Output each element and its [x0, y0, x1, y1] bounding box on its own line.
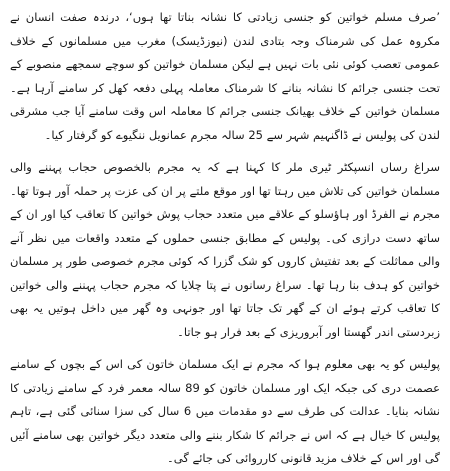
article-paragraph-2: سراغ رساں انسپکٹر ٹیری ملر کا کہنا ہے کہ یہ مجرم بالخصوص حجاب پہننے والی مسلمان خواتین کی تلاش میں رہتا تھا اور موقع ملتے پر ان کی عزت پر حملہ آور ہوتا تھا۔ مجرم نے الفرڈ اور ہاؤسلو کے علاقے میں متعدد حجاب پوش خواتین کا تعاقب کیا اور ان کے ساتھ دست درازی کی۔ پولیس کے مطابق جنسی حملوں کے متعدد واقعات میں نظر آنے والی مماثلت کے بعد تفتیش کاروں کو شک گزرا کہ کوئی مجرم خصوصی طور پر مسلمان خواتین کو ہدف بنا رہا تھا۔ سراغ رسانوں نے پتا چلایا کہ مجرم حجاب پہننے والی خواتین کا تعاقب کرتے ہوئے ان کے گھر تک جاتا تھا اور جونہی وہ گھر میں داخل ہوتیں یہ بھی زبردستی اندر گھستا اور آبروریزی کے بعد فرار ہو جاتا۔ [10, 160, 440, 339]
article-paragraph-1: ’صرف مسلم خواتین کو جنسی زیادتی کا نشانہ بناتا تھا ہوں‘، درندہ صفت انسان نے مکروہ عمل کی شرمناک وجہ بتادی لندن (نیوزڈیسک) مغرب میں مسلمانوں کے خلاف عمومی تعصب کوئی نئی بات نہیں ہے لیکن مسلمان خواتین کو سوچے سمجھے منصوبے کے تحت جنسی جرائم کا نشانہ بنانے کا شرمناک معاملہ پہلی دفعہ کھل کر سامنے آرہا ہے۔ مسلمان خواتین کے خلاف بھیانک جنسی جرائم کا معاملہ اس وقت سامنے آیا جب مشرقی لندن کی پولیس نے ڈاگنہیم شہر سے 25 سالہ مجرم عمانویل ننگیوے کو گرفتار کیا۔ [10, 10, 440, 142]
article-paragraph-3: پولیس کو یہ بھی معلوم ہوا کہ مجرم نے ایک مسلمان خاتون کی اس کے بچوں کے سامنے عصمت دری کی جبکہ ایک اور مسلمان خاتون کو 89 سالہ معمر فرد کے سامنے زیادتی کا نشانہ بنایا۔ عدالت کی طرف سے دو مقدمات میں 6 سال کی سزا سنائی گئی ہے، تاہم پولیس کا خیال ہے کہ اس نے جرائم کا شکار بننے والی متعدد دیگر خواتین بھی سامنے آئیں گی اور اس کے خلاف مزید قانونی کارروائی کی جائے گی۔ [10, 357, 441, 465]
